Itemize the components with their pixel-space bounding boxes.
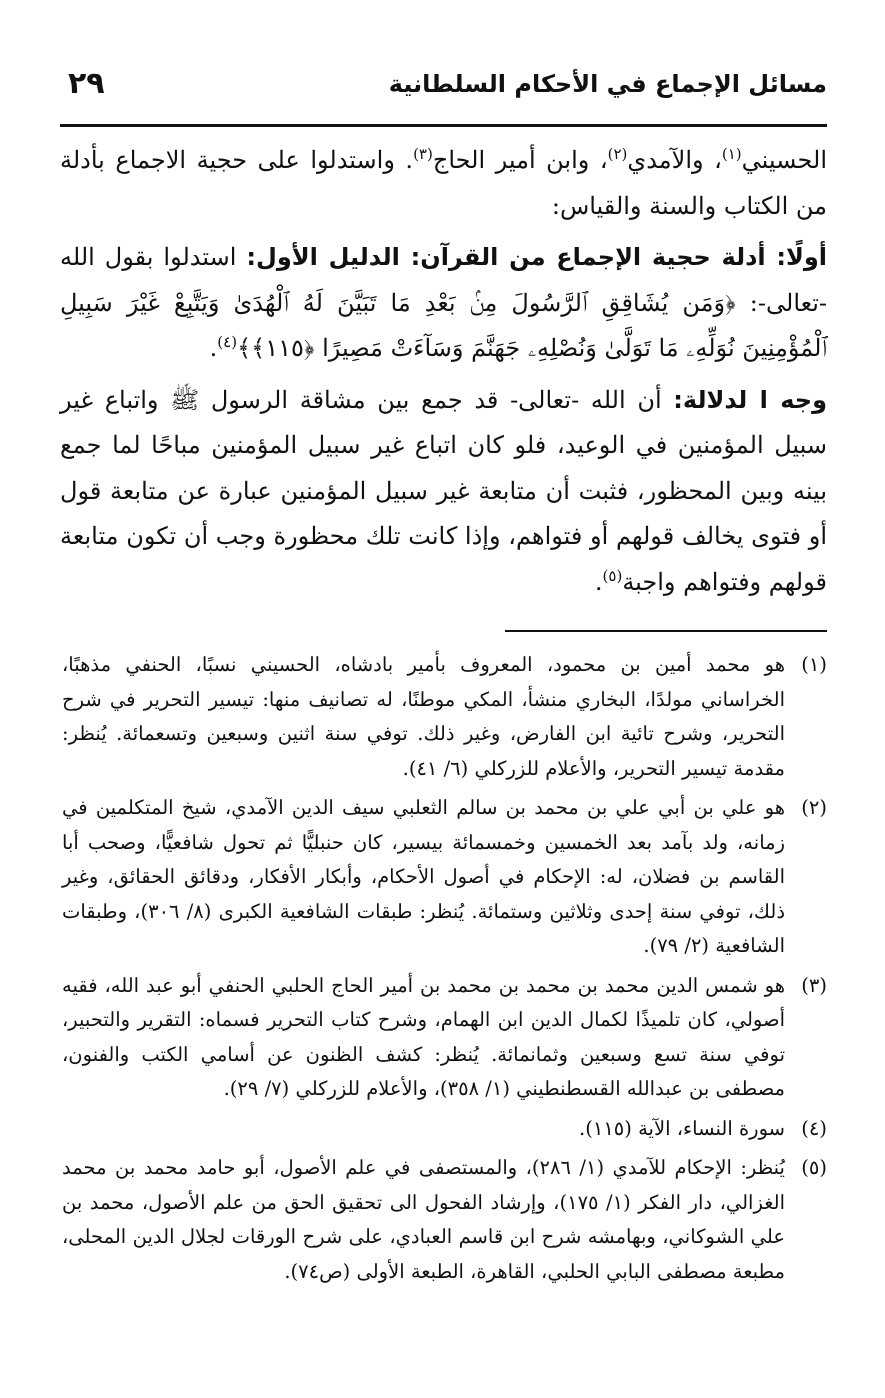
footnote-text: سورة النساء، الآية (١١٥). bbox=[579, 1116, 785, 1140]
page-header bbox=[60, 62, 827, 118]
footnote-ref-3[interactable]: (٣) bbox=[413, 145, 433, 163]
footnote-number: (٤) bbox=[801, 1116, 827, 1140]
footnote-ref-5[interactable]: (٥) bbox=[602, 566, 623, 585]
header-rule bbox=[60, 124, 827, 127]
text-run: . bbox=[209, 334, 218, 362]
text-run: استدلوا بقول الله -تعالى-: bbox=[60, 243, 827, 317]
footnote bbox=[62, 791, 827, 964]
footnote-text: هو محمد أمين بن محمود، المعروف بأمير بادشاه، الحسيني نسبًا، الحنفي مذهبًا، الخراساني مولدًا، البخاري منشأ، المكي موطنًا، له تصانيف منها: تيسير التحرير في شرح التحرير، وشرح تائية ابن الفارض، وغير ذلك. توفي سنة اثنين وسبعين وتسعمائة. يُنظر: مقدمة تيسير التحرير، والأعلام للزركلي (٦/ ٤١). bbox=[62, 653, 785, 780]
text-run: . واستدلوا على حجية الاجماع بأدلة من الكتاب والسنة والقياس: bbox=[60, 146, 827, 220]
footnote bbox=[62, 1112, 827, 1147]
text-run: ، وابن أمير الحاج bbox=[432, 146, 608, 174]
paragraph-evidence-explanation bbox=[60, 378, 827, 606]
text-run: . bbox=[594, 567, 603, 596]
footnote bbox=[62, 1151, 827, 1289]
footnote-number: (٥) bbox=[801, 1156, 827, 1179]
section-heading: أولًا: أدلة حجية الإجماع من القرآن: الدليل الأول: bbox=[246, 243, 827, 271]
text-run: ، والآمدي bbox=[627, 146, 722, 174]
footnote bbox=[62, 969, 827, 1107]
text-run: الحسيني bbox=[741, 146, 828, 174]
footnote-ref-2[interactable]: (٢) bbox=[607, 145, 628, 163]
footnote bbox=[62, 648, 827, 786]
running-title: مسائل الإجماع في الأحكام السلطانية bbox=[388, 70, 827, 98]
footnote-number: (١) bbox=[801, 653, 827, 676]
main-text bbox=[60, 138, 827, 605]
paragraph-intro bbox=[60, 138, 827, 229]
footnotes bbox=[62, 648, 827, 1294]
paragraph-quran-evidence bbox=[60, 235, 827, 372]
footnote-number: (٣) bbox=[801, 973, 827, 997]
quran-verse: ﴿وَمَن يُشَاقِقِ ٱلرَّسُولَ مِنۢ بَعْدِ مَا تَبَيَّنَ لَهُ ٱلْهُدَىٰ وَيَتَّبِعْ غَيْرَ سَبِيلِ ٱلْمُؤْمِنِينَ نُوَلِّهِۦ مَا تَوَلَّىٰ وَنُصْلِهِۦ جَهَنَّمَ وَسَآءَتْ مَصِيرًا ﴿١١٥﴾﴾ bbox=[60, 288, 827, 362]
footnote-text: هو علي بن أبي علي بن محمد بن سالم الثعلبي سيف الدين الآمدي، شيخ المتكلمين في زمانه، ولد بآمد بعد الخمسين وخمسمائة بيسير، كان حنبليًّا ثم تحول شافعيًّا، وصحب أبا القاسم بن فضلان، له: الإحكام في أصول الأحكام، وأبكار الأفكار، ودقائق الحقائق، وغير ذلك، توفي سنة إحدى وثلاثين وستمائة. يُنظر: طبقات الشافعية الكبرى (٨/ ٣٠٦)، وطبقات الشافعية (٢/ ٧٩). bbox=[62, 796, 785, 957]
footnote-number: (٢) bbox=[801, 796, 827, 819]
page-number: ٢٩ bbox=[68, 66, 105, 101]
footnote-text: يُنظر: الإحكام للآمدي (١/ ٢٨٦)، والمستصفى في علم الأصول، أبو حامد محمد بن محمد الغزالي، دار الفكر (١/ ١٧٥)، وإرشاد الفحول الى تحقيق الحق من علم الأصول، محمد بن علي الشوكاني، وبهامشه شرح ابن قاسم العبادي، على شرح الورقات لجلال الدين المحلى، مطبعة مصطفى البابي الحلبي، القاهرة، الطبعة الأولى (ص٧٤). bbox=[62, 1156, 785, 1283]
footnote-ref-4[interactable]: (٤) bbox=[217, 333, 238, 351]
footnote-separator bbox=[505, 630, 827, 632]
section-heading: وجه ا لدلالة: bbox=[673, 385, 828, 414]
footnote-text: هو شمس الدين محمد بن محمد بن محمد بن أمير الحاج الحلبي الحنفي أبو عبد الله، فقيه أصولي، كان تلميذًا لكمال الدين ابن الهمام، وشرح كتاب التحرير فسماه: التقرير والتحبير، توفي سنة تسع وسبعين وثمانمائة. يُنظر: كشف الظنون عن أسامي الكتب والفنون، مصطفى بن عبدالله القسطنطيني (١/ ٣٥٨)، والأعلام للزركلي (٧/ ٢٩). bbox=[62, 973, 785, 1100]
text-run: أن الله -تعالى- قد جمع بين مشاقة الرسول ﷺ واتباع غير سبيل المؤمنين في الوعيد، فلو كان اتباع غير سبيل المؤمنين مباحًا لما جمع بينه وبين المحظور، فثبت أن متابعة غير سبيل المؤمنين عبارة عن متابعة قول أو فتوى يخالف قولهم أو فتواهم، وإذا كانت تلك محظورة وجب أن تكون متابعة قولهم وفتواهم واجبة bbox=[60, 385, 827, 596]
footnote-ref-1[interactable]: (١) bbox=[721, 145, 742, 163]
